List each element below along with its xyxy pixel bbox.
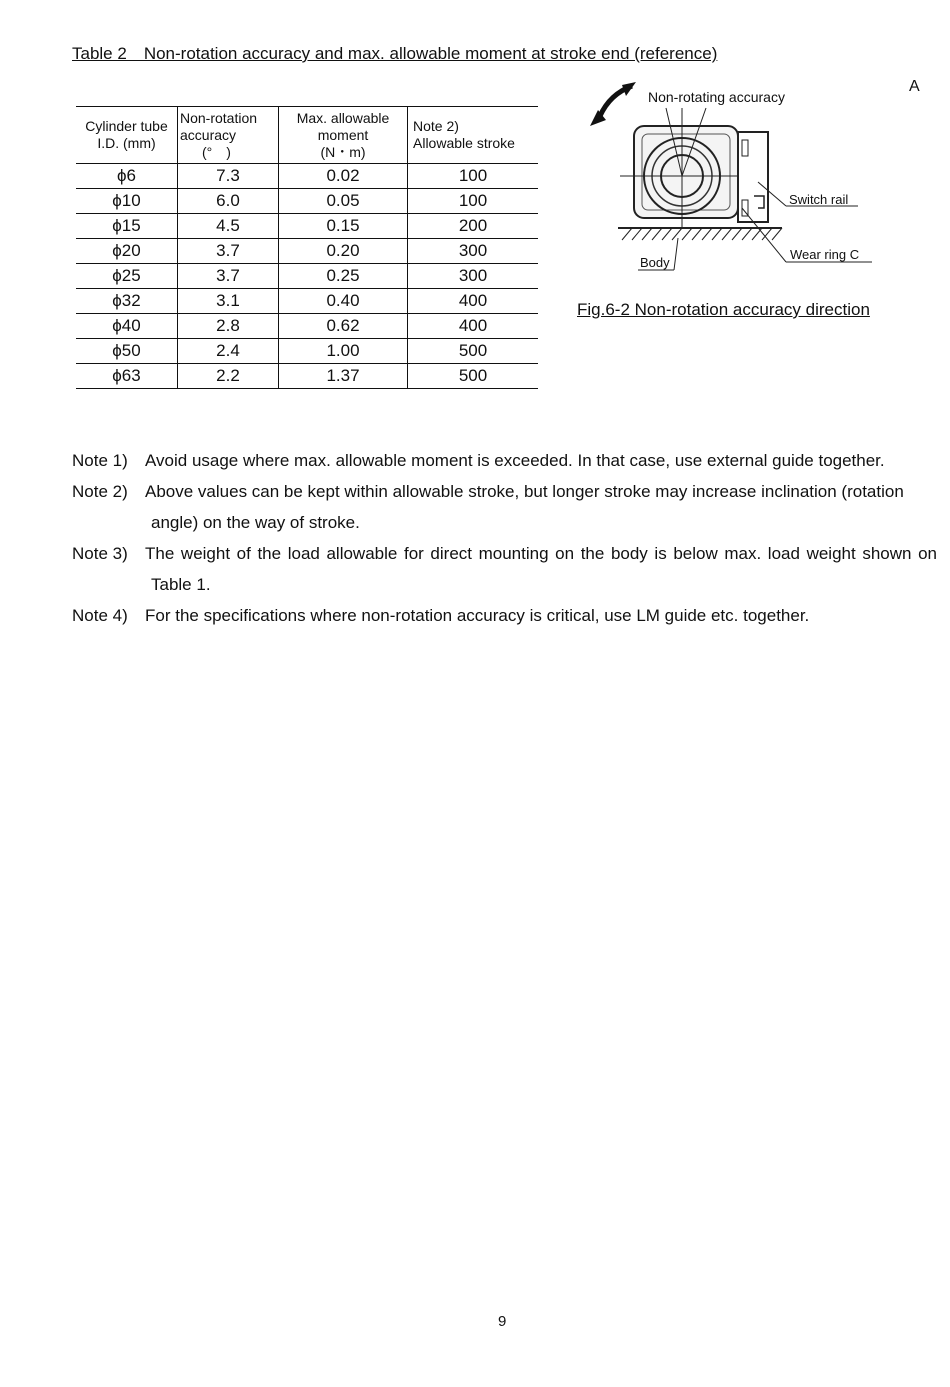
- cell-tube: ϕ63: [76, 364, 178, 389]
- cell-accuracy: 2.4: [178, 339, 279, 364]
- note-text: Above values can be kept within allowable stroke, but longer stroke may increase inclination (rotation angle) on the way of stroke.: [145, 482, 904, 532]
- cell-stroke: 100: [408, 189, 539, 214]
- cell-accuracy: 7.3: [178, 164, 279, 189]
- page-number: 9: [498, 1313, 507, 1330]
- spec-table: [76, 106, 538, 389]
- note-label: Note 2): [72, 482, 128, 501]
- wear-ring-label: Wear ring C: [790, 247, 860, 262]
- note-item: [72, 476, 937, 538]
- cell-moment: 1.37: [279, 364, 408, 389]
- note-text: The weight of the load allowable for direct mounting on the body is below max. load weight shown on Table 1.: [145, 544, 937, 594]
- cell-tube: ϕ50: [76, 339, 178, 364]
- cell-stroke: 400: [408, 289, 539, 314]
- header-accuracy-line: Non-rotation: [180, 109, 258, 126]
- cell-stroke: 100: [408, 164, 539, 189]
- cell-moment: 0.20: [279, 239, 408, 264]
- cell-stroke: 500: [408, 364, 539, 389]
- table-row: [76, 364, 538, 389]
- cell-tube: ϕ25: [76, 264, 178, 289]
- cell-moment: 0.25: [279, 264, 408, 289]
- table-row: [76, 314, 538, 339]
- cell-stroke: 200: [408, 214, 539, 239]
- note-text: For the specifications where non-rotation accuracy is critical, use LM guide etc. together.: [145, 606, 810, 625]
- table-row: [76, 239, 538, 264]
- header-stroke-line: Allowable stroke: [413, 135, 515, 151]
- header-accuracy-line: (° ): [202, 143, 231, 160]
- cell-moment: 0.62: [279, 314, 408, 339]
- header-moment-line: moment: [317, 126, 369, 143]
- cell-tube: ϕ6: [76, 164, 178, 189]
- cell-tube: ϕ20: [76, 239, 178, 264]
- cell-moment: 0.40: [279, 289, 408, 314]
- table-row: [76, 189, 538, 214]
- switch-rail-label: Switch rail: [789, 192, 849, 207]
- cell-tube: ϕ15: [76, 214, 178, 239]
- cell-moment: 0.02: [279, 164, 408, 189]
- header-moment: [279, 107, 408, 164]
- cell-accuracy: 2.8: [178, 314, 279, 339]
- header-moment-line: (N・m): [320, 143, 366, 160]
- table-row: [76, 339, 538, 364]
- header-tube-line: Cylinder tube: [85, 118, 168, 134]
- cell-accuracy: 3.7: [178, 239, 279, 264]
- header-accuracy-line: accuracy: [180, 126, 237, 143]
- header-accuracy: [178, 107, 279, 164]
- header-tube: [76, 107, 178, 164]
- note-item: [72, 538, 937, 600]
- non-rotation-diagram: [582, 78, 902, 283]
- note-item: [72, 600, 937, 631]
- header-moment-line: Max. allowable: [296, 109, 390, 126]
- note-label: Note 3): [72, 544, 128, 563]
- cell-moment: 1.00: [279, 339, 408, 364]
- body-block: [634, 126, 738, 218]
- table-title: Table 2 Non-rotation accuracy and max. allowable moment at stroke end (reference): [72, 44, 718, 63]
- note-label: Note 1): [72, 451, 128, 470]
- figure-caption: Fig.6-2 Non-rotation accuracy direction: [577, 300, 870, 319]
- table-row: [76, 214, 538, 239]
- table-row: [76, 164, 538, 189]
- note-label: Note 4): [72, 606, 128, 625]
- cell-moment: 0.15: [279, 214, 408, 239]
- cell-stroke: 400: [408, 314, 539, 339]
- cell-tube: ϕ32: [76, 289, 178, 314]
- cell-accuracy: 2.2: [178, 364, 279, 389]
- notes-section: [72, 445, 937, 631]
- cell-stroke: 300: [408, 239, 539, 264]
- header-tube-line: I.D. (mm): [97, 135, 156, 151]
- rotation-arrow-head-top-icon: [622, 82, 636, 96]
- non-rotating-accuracy-label: Non-rotating accuracy: [648, 89, 785, 105]
- cell-stroke: 500: [408, 339, 539, 364]
- cell-tube: ϕ10: [76, 189, 178, 214]
- ground-hatch: [622, 228, 782, 240]
- cell-tube: ϕ40: [76, 314, 178, 339]
- body-leader: [674, 238, 678, 270]
- cell-accuracy: 4.5: [178, 214, 279, 239]
- cell-accuracy: 6.0: [178, 189, 279, 214]
- cell-moment: 0.05: [279, 189, 408, 214]
- corner-letter: A: [909, 78, 920, 95]
- cell-stroke: 300: [408, 264, 539, 289]
- cell-accuracy: 3.1: [178, 289, 279, 314]
- note-item: [72, 445, 937, 476]
- header-stroke: [408, 107, 539, 164]
- table-header-row: [76, 107, 538, 164]
- cell-accuracy: 3.7: [178, 264, 279, 289]
- header-stroke-line: Note 2): [413, 118, 459, 134]
- note-text: Avoid usage where max. allowable moment is exceeded. In that case, use external guide together.: [145, 451, 885, 470]
- body-label: Body: [640, 255, 670, 270]
- table-row: [76, 289, 538, 314]
- table-row: [76, 264, 538, 289]
